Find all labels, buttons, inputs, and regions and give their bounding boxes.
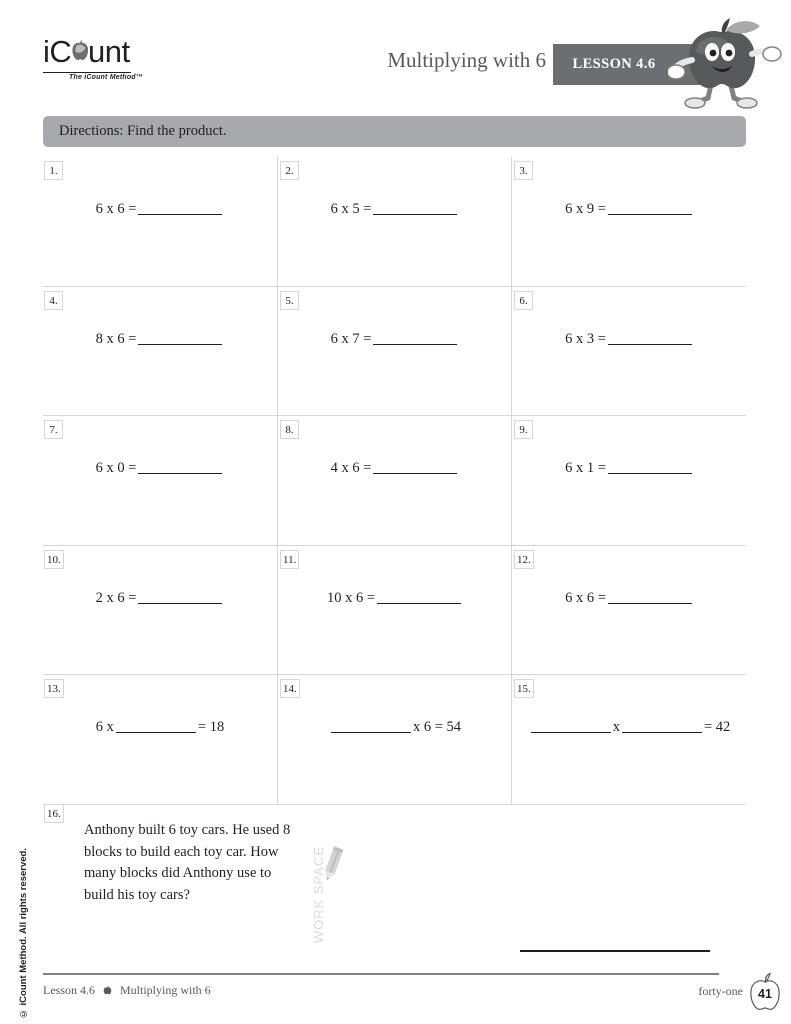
problem-cell[interactable]	[277, 675, 512, 804]
problem-number: 1.	[44, 161, 63, 180]
directions-text: Directions: Find the product.	[59, 123, 227, 139]
expression-prefix: 6 x 6 =	[565, 589, 606, 606]
apple-icon	[70, 40, 90, 61]
problem-expression	[512, 460, 747, 477]
word-problem-answer-line[interactable]	[520, 950, 710, 952]
problem-row	[43, 546, 746, 676]
expression-suffix: = 18	[197, 719, 225, 736]
answer-blank[interactable]	[138, 201, 222, 215]
problem-cell[interactable]	[277, 287, 512, 416]
footer-divider	[43, 973, 719, 975]
logo-underline	[43, 72, 131, 73]
expression-prefix: 6 x	[95, 719, 114, 736]
problem-expression	[512, 201, 747, 218]
problem-grid	[43, 157, 746, 800]
problem-cell[interactable]	[43, 157, 277, 286]
footer-lesson-info	[43, 983, 211, 998]
expression-middle: x	[612, 719, 620, 736]
problem-row	[43, 287, 746, 417]
answer-blank[interactable]	[531, 719, 611, 733]
problem-cell[interactable]	[43, 546, 277, 675]
problem-expression	[278, 719, 512, 736]
answer-blank[interactable]	[608, 460, 692, 474]
problem-number: 6.	[514, 291, 533, 310]
apple-bullet-icon	[103, 986, 112, 995]
problem-expression	[512, 590, 747, 607]
page-number: 41	[758, 987, 772, 1001]
icount-logo	[43, 34, 223, 81]
expression-prefix: 6 x 0 =	[95, 460, 137, 477]
problem-cell[interactable]	[43, 675, 277, 804]
problem-expression	[43, 460, 277, 477]
answer-blank[interactable]	[608, 331, 692, 345]
problem-expression	[278, 201, 512, 218]
problem-number: 13.	[44, 679, 64, 698]
problem-cell[interactable]	[43, 416, 277, 545]
problem-cell[interactable]	[277, 546, 512, 675]
workspace-label: WORK SPACE	[311, 846, 326, 944]
page-number-word: forty-one	[698, 984, 743, 998]
answer-blank[interactable]	[373, 331, 457, 345]
problem-number: 14.	[280, 679, 300, 698]
problem-cell[interactable]	[511, 416, 747, 545]
pencil-icon	[321, 845, 345, 883]
answer-blank[interactable]	[138, 590, 222, 604]
problem-cell[interactable]	[511, 287, 747, 416]
expression-prefix: 6 x 7 =	[330, 330, 372, 347]
answer-blank[interactable]	[373, 460, 457, 474]
logo-text-suffix: unt	[88, 34, 130, 69]
problem-number: 2.	[280, 161, 299, 180]
answer-blank[interactable]	[377, 590, 461, 604]
expression-prefix: 2 x 6 =	[95, 589, 137, 606]
expression-suffix: 54	[446, 719, 462, 736]
problem-number: 10.	[44, 550, 64, 569]
copyright-notice: © iCount Method. All rights reserved.	[18, 848, 29, 1020]
problem-number: 12.	[514, 550, 534, 569]
problem-expression	[43, 201, 277, 218]
answer-blank[interactable]	[138, 331, 222, 345]
problem-expression	[43, 331, 277, 348]
answer-blank[interactable]	[608, 201, 692, 215]
problem-number: 4.	[44, 291, 63, 310]
problem-expression	[43, 719, 277, 736]
answer-blank[interactable]	[622, 719, 702, 733]
logo-tagline: The iCount Method™	[69, 74, 143, 81]
expression-prefix: 6 x 1 =	[565, 460, 606, 477]
expression-prefix: 6 x 3 =	[565, 330, 606, 347]
expression-prefix: 6 x 5 =	[330, 201, 372, 217]
expression-prefix: 4 x 6 =	[330, 460, 372, 477]
problem-row	[43, 675, 746, 805]
problem-cell[interactable]	[511, 157, 747, 286]
footer-lesson-ref: Lesson 4.6	[43, 983, 95, 997]
problem-number: 11.	[280, 550, 299, 569]
problem-expression	[278, 590, 512, 607]
word-problem-text: Anthony built 6 toy cars. He used 8 blocks to build each toy car. How many blocks did Anthony use to build his toy cars?	[84, 822, 291, 903]
page-header	[0, 0, 791, 108]
expression-suffix: = 42	[703, 719, 731, 736]
expression-prefix: 6 x 6 =	[95, 201, 137, 217]
problem-cell[interactable]	[511, 546, 747, 675]
problem-row	[43, 157, 746, 287]
problem-number: 9.	[514, 420, 533, 439]
problem-expression	[43, 590, 277, 607]
problem-expression	[512, 719, 747, 736]
directions-banner	[43, 116, 746, 147]
problem-number: 15.	[514, 679, 534, 698]
page-title: Multiplying with 6	[387, 48, 546, 72]
problem-cell[interactable]	[277, 157, 512, 286]
problem-number: 7.	[44, 420, 63, 439]
expression-prefix: 6 x 9 =	[565, 201, 606, 217]
problem-number: 16.	[44, 804, 64, 823]
answer-blank[interactable]	[138, 460, 222, 474]
word-problem-section	[43, 800, 746, 962]
problem-cell[interactable]	[43, 287, 277, 416]
problem-number: 5.	[280, 291, 299, 310]
logo-text-prefix: iC	[43, 34, 72, 69]
problem-expression	[278, 331, 512, 348]
answer-blank[interactable]	[331, 719, 411, 733]
problem-number: 3.	[514, 161, 533, 180]
problem-expression	[512, 331, 747, 348]
answer-blank[interactable]	[373, 201, 457, 215]
expression-middle: x 6 =	[412, 719, 443, 736]
problem-expression	[278, 460, 512, 477]
problem-cell[interactable]	[277, 416, 512, 545]
problem-row	[43, 416, 746, 546]
problem-number: 8.	[280, 420, 299, 439]
apple-mascot-icon	[668, 18, 784, 110]
answer-blank[interactable]	[608, 590, 692, 604]
lesson-badge-label: LESSON 4.6	[572, 56, 656, 72]
answer-blank[interactable]	[116, 719, 196, 733]
expression-prefix: 10 x 6 =	[326, 589, 376, 606]
footer-lesson-title: Multiplying with 6	[120, 983, 211, 997]
expression-prefix: 8 x 6 =	[95, 330, 137, 347]
logo-wordmark	[43, 36, 130, 69]
problem-cell[interactable]	[511, 675, 747, 804]
